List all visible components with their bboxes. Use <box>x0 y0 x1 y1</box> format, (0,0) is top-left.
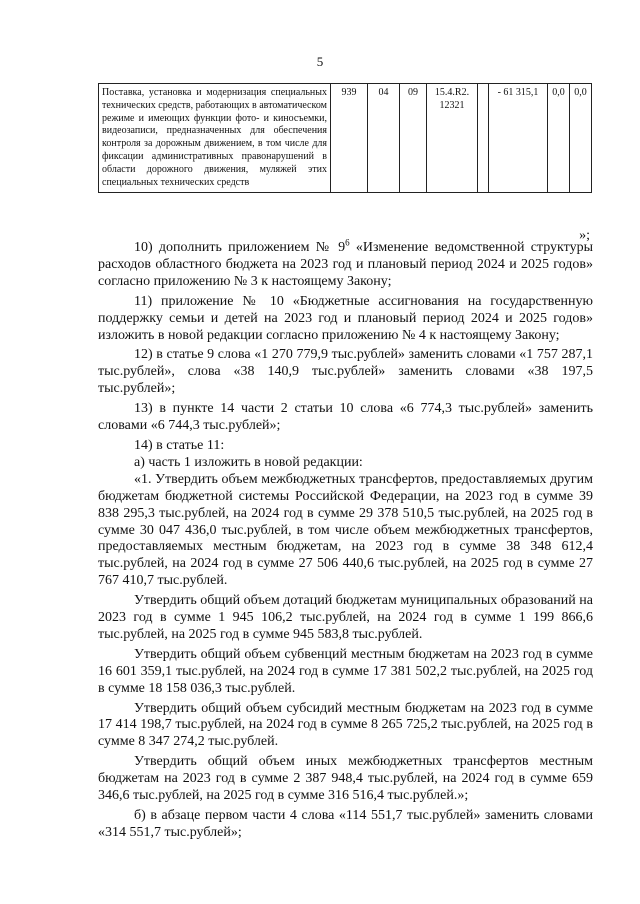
page-number: 5 <box>316 54 324 69</box>
target-article <box>427 84 478 193</box>
law-text <box>98 237 593 845</box>
paragraph-14b: б) в абзаце первом части 4 слова «114 551,7 тыс.рублей» заменить словами «314 551,7 тыс.рублей»; <box>98 808 593 840</box>
paragraph-14: 14) в статье 11: <box>134 437 225 453</box>
paragraph-10-start: 10) дополнить приложением № 9 <box>134 240 346 255</box>
ministry-code: 939 <box>331 84 368 193</box>
amount-2023: - 61 315,1 <box>489 84 548 193</box>
paragraph-10-end: «Изменение ведомственной структуры расходов областного бюджета на 2023 год и плановый период 2024 и 2025 годов» согласно приложению № 3 к настоящему Закону; <box>98 240 593 289</box>
paragraph-10 <box>98 237 593 291</box>
amount-2025: 0,0 <box>570 84 592 193</box>
amount-2024: 0,0 <box>548 84 570 193</box>
paragraph-12: 12) в статье 9 слова «1 270 779,9 тыс.рублей» заменить словами «1 757 287,1 тыс.рублей», слова «38 140,9 тыс.рублей» заменить словами «38 197,5 тыс.рублей»; <box>98 347 593 397</box>
paragraph-10-superscript: 6 <box>345 237 350 248</box>
paragraph-dotations: Утвердить общий объем дотаций бюджетам муниципальных образований на 2023 год в сумме 1 945 106,2 тыс.рублей, на 2024 год в сумме 1 199 866,6 тыс.рублей, на 2025 год в сумме 945 583,8 тыс.рублей. <box>98 593 593 642</box>
closing-quote: »; <box>579 228 590 243</box>
paragraph-subsidies: Утвердить общий объем субсидий местным бюджетам на 2023 год в сумме 17 414 198,7 тыс.рублей, на 2024 год в сумме 8 265 725,2 тыс.рублей, на 2025 год в сумме 8 347 274,2 тыс.рублей. <box>98 700 593 750</box>
paragraph-other-transfers: Утвердить общий объем иных межбюджетных трансфертов местным бюджетам на 2023 год в сумме 2 387 948,4 тыс.рублей, на 2024 год в сумме 659 346,6 тыс.рублей, на 2025 год в сумме 316 516,4 тыс.рублей.»; <box>98 754 593 804</box>
budget-table <box>98 83 592 193</box>
paragraph-14a: а) часть 1 изложить в новой редакции: <box>134 454 363 470</box>
paragraph-subventions: Утвердить общий объем субвенций местным бюджетам на 2023 год в сумме 16 601 359,1 тыс.рублей, на 2024 год в сумме 17 381 502,2 тыс.рублей, на 2025 год в сумме 18 158 036,3 тыс.рублей. <box>98 646 593 696</box>
row-description: Поставка, установка и модернизация специальных технических средств, работающих в автоматическом режиме и имеющих функции фото- и киносъемки, видеозаписи, предназначенных для обеспечения контроля за дорожным движением, в том числе для фиксации административных правонарушений в области дорожного движения, муляжей этих специальных технических средств <box>99 84 331 193</box>
section-code: 04 <box>368 84 400 193</box>
subsection-code: 09 <box>400 84 427 193</box>
paragraph-transfers: «1. Утвердить объем межбюджетных трансфертов, предоставляемых другим бюджетам бюджетной системы Российской Федерации, на 2023 год в сумме 39 838 295,3 тыс.рублей, на 2024 год в сумме 29 378 510,5 тыс.рублей, на 2025 год в сумме 30 047 436,0 тыс.рублей, в том числе объем межбюджетных трансфертов, предоставляемых местным бюджетам, на 2023 год в сумме 38 348 612,4 тыс.рублей, на 2024 год в сумме 27 506 440,6 тыс.рублей, на 2025 год в сумме 27 767 410,7 тыс.рублей. <box>98 471 593 589</box>
paragraph-11: 11) приложение № 10 «Бюджетные ассигнования на государственную поддержку семьи и детей на 2023 год и плановый период 2024 и 2025 годов» изложить в новой редакции согласно приложению № 4 к настоящему Закону; <box>98 293 593 343</box>
target-article-line2: 12321 <box>439 99 465 111</box>
table-row <box>99 84 592 193</box>
target-article-line1: 15.4.R2. <box>434 87 470 98</box>
expense-type <box>478 84 489 193</box>
paragraph-13: 13) в пункте 14 части 2 статьи 10 слова «6 774,3 тыс.рублей» заменить словами «6 744,3 тыс.рублей»; <box>98 401 593 434</box>
